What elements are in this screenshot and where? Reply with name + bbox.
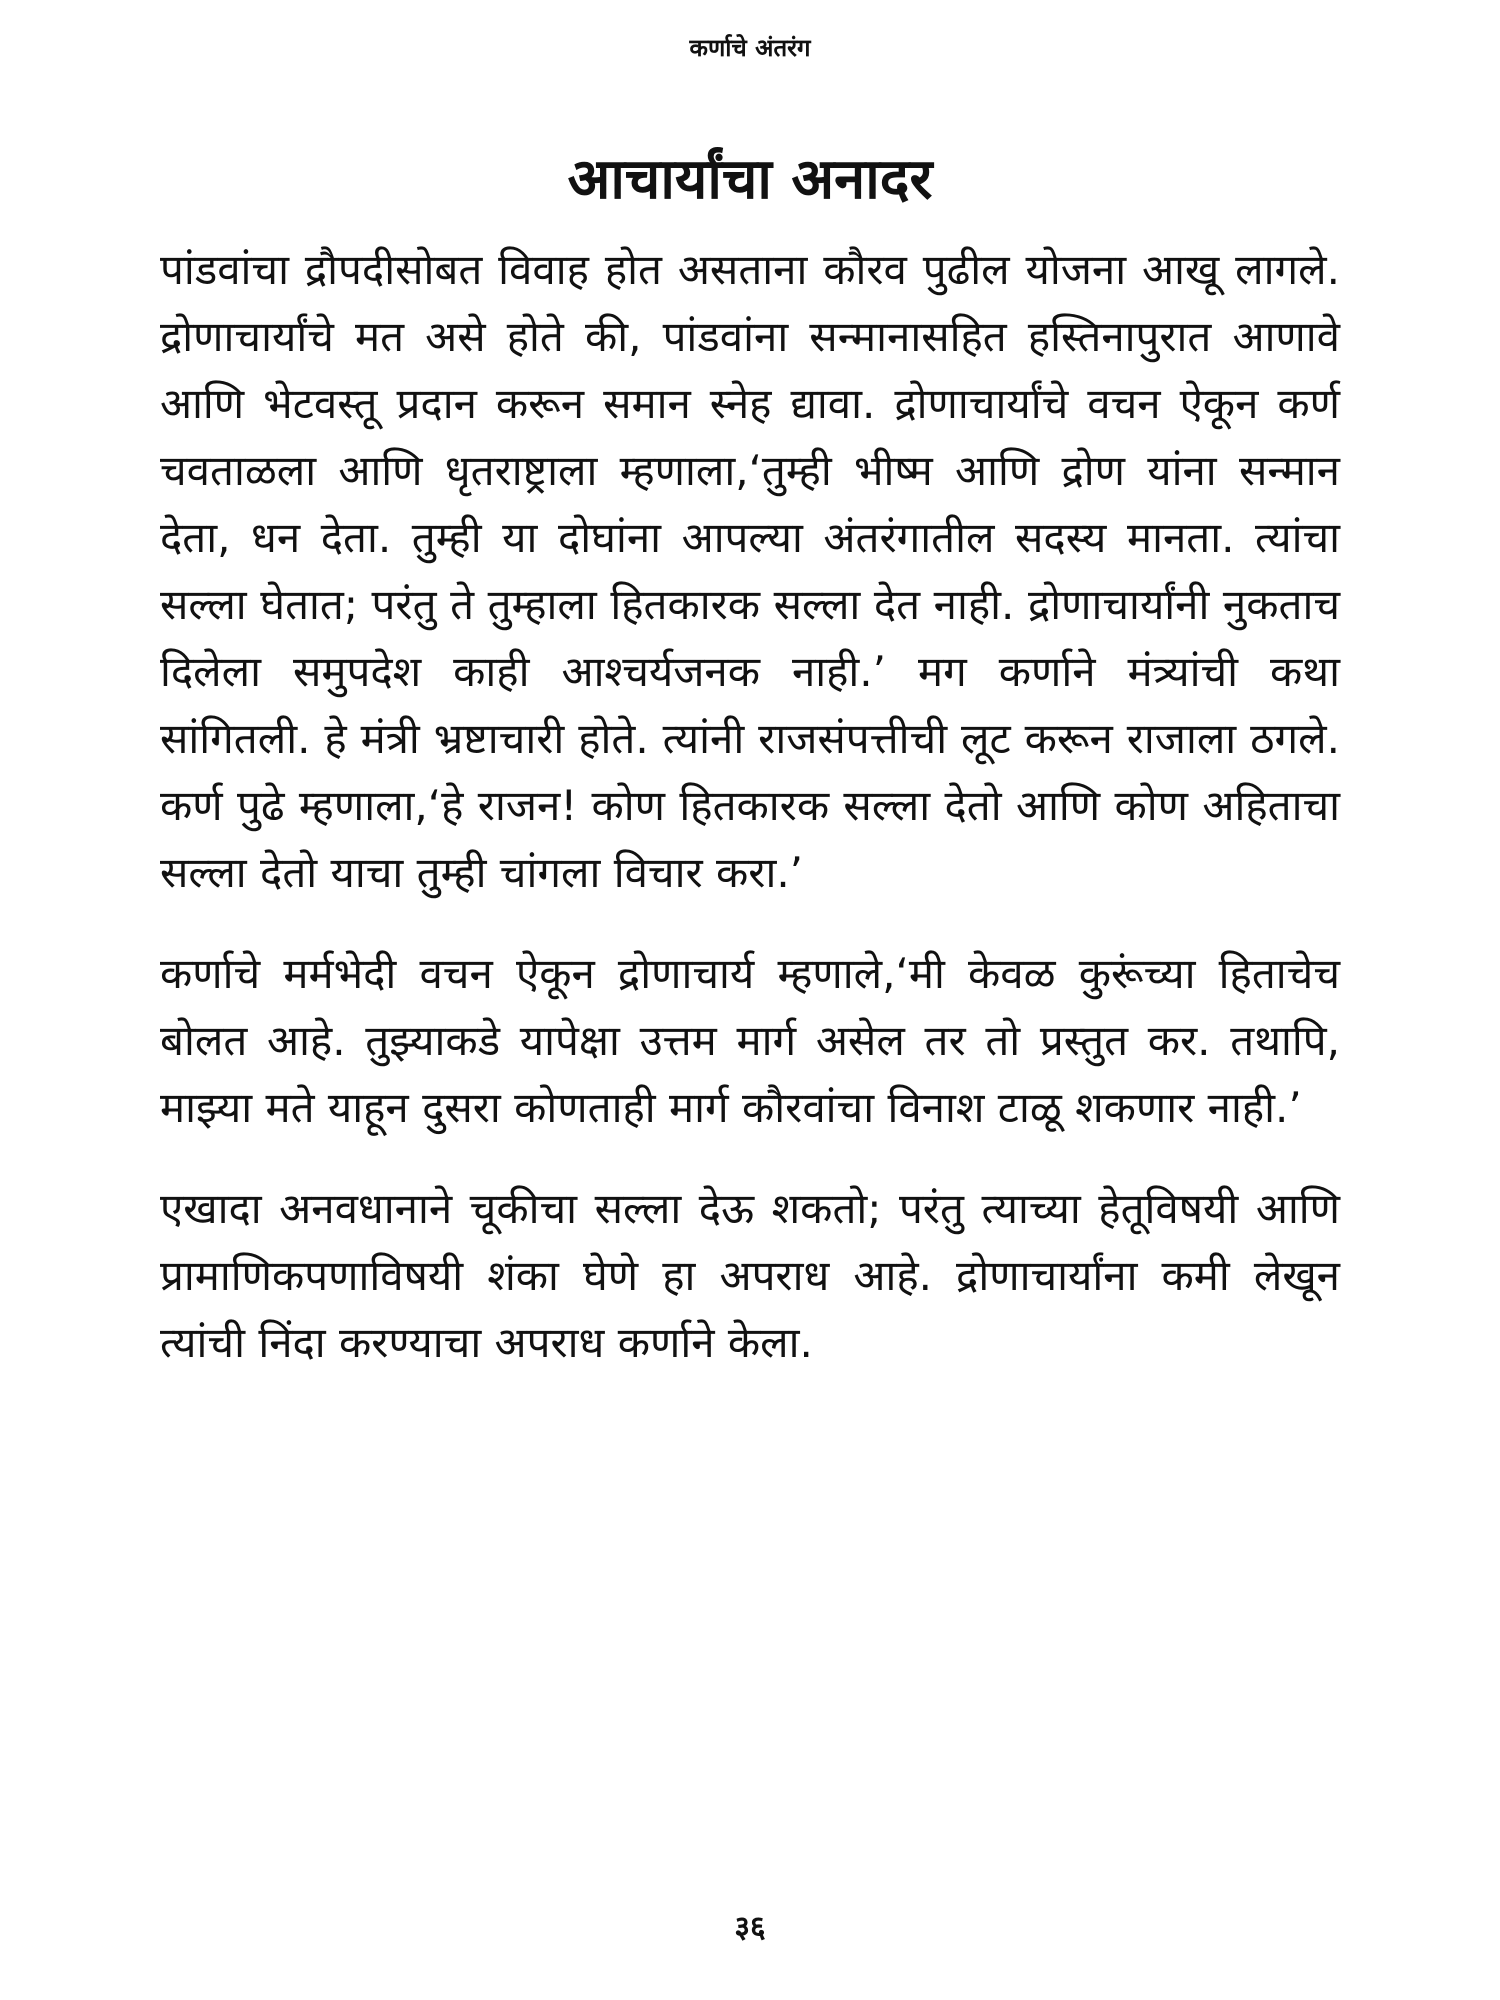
chapter-title: आचार्यांचा अनादर	[567, 147, 933, 212]
paragraph-2: कर्णाचे मर्मभेदी वचन ऐकून द्रोणाचार्य म्हणाले,‘मी केवळ कुरूंच्या हिताचेच बोलत आहे. तुझ्याकडे यापेक्षा उत्तम मार्ग असेल तर तो प्रस्तुत कर. तथापि, माझ्या मते याहून दुसरा कोणताही मार्ग कौरवांचा विनाश टाळू शकणार नाही.’	[160, 949, 1340, 1132]
paragraph-3: एखादा अनवधानाने चूकीचा सल्ला देऊ शकतो; परंतु त्याच्या हेतूविषयी आणि प्रामाणिकपणाविषयी शंका घेणे हा अपराध आहे. द्रोणाचार्यांना कमी लेखून त्यांची निंदा करण्याचा अपराध कर्णाने केला.	[160, 1184, 1340, 1367]
body-text	[160, 236, 1340, 1376]
paragraph-1: पांडवांचा द्रौपदीसोबत विवाह होत असताना कौरव पुढील योजना आखू लागले. द्रोणाचार्यांचे मत असे होते की, पांडवांना सन्मानासहित हस्तिनापुरात आणावे आणि भेटवस्तू प्रदान करून समान स्नेह द्यावा. द्रोणाचार्यांचे वचन ऐकून कर्ण चवताळला आणि धृतराष्ट्राला म्हणाला,‘तुम्ही भीष्म आणि द्रोण यांना सन्मान देता, धन देता. तुम्ही या दोघांना आपल्या अंतरंगातील सदस्य मानता. त्यांचा सल्ला घेतात; परंतु ते तुम्हाला हितकारक सल्ला देत नाही. द्रोणाचार्यांनी नुकताच दिलेला समुपदेश काही आश्चर्यजनक नाही.’ मग कर्णाने मंत्र्यांची कथा सांगितली. हे मंत्री भ्रष्टाचारी होते. त्यांनी राजसंपत्तीची लूट करून राजाला ठगले. कर्ण पुढे म्हणाला,‘हे राजन! कोण हितकारक सल्ला देतो आणि कोण अहिताचा सल्ला देतो याचा तुम्ही चांगला विचार करा.’	[160, 245, 1340, 897]
running-header: कर्णाचे अंतरंग	[689, 34, 811, 62]
page-number: ३६	[734, 1910, 766, 1945]
